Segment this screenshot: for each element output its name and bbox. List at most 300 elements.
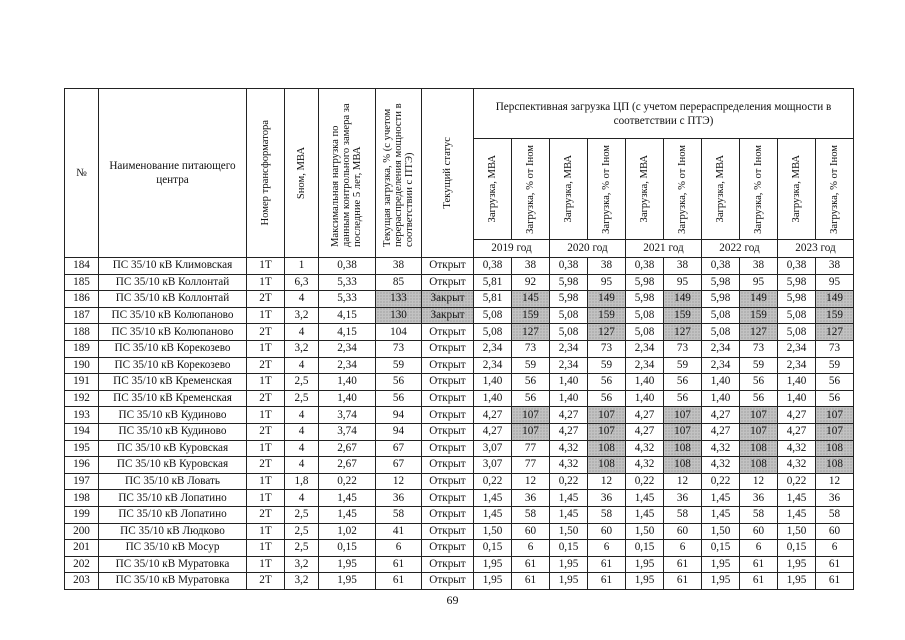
- cell-snom: 3,2: [285, 573, 319, 590]
- cell-load-pct: 59: [740, 357, 778, 374]
- cell-load-mva: 1,50: [550, 523, 588, 540]
- cell-load-mva: 4,32: [550, 440, 588, 457]
- cell-current-load: 41: [376, 523, 422, 540]
- cell-load-pct: 107: [588, 423, 626, 440]
- cell-load-pct: 108: [740, 457, 778, 474]
- cell-load-mva: 5,98: [626, 291, 664, 308]
- cell-snom: 4: [285, 490, 319, 507]
- cell-name: ПС 35/10 кВ Кудиново: [99, 407, 247, 424]
- cell-snom: 3,2: [285, 556, 319, 573]
- cell-load-mva: 1,50: [474, 523, 512, 540]
- cell-load-pct: 73: [740, 340, 778, 357]
- cell-load-pct: 77: [512, 457, 550, 474]
- cell-load-pct: 36: [740, 490, 778, 507]
- cell-num: 197: [65, 473, 99, 490]
- cell-load-pct: 61: [816, 556, 854, 573]
- cell-load-mva: 5,98: [778, 274, 816, 291]
- cell-load-pct: 127: [740, 324, 778, 341]
- cell-load-pct: 56: [512, 374, 550, 391]
- cell-current-load: 61: [376, 556, 422, 573]
- cell-load-mva: 2,34: [474, 340, 512, 357]
- cell-load-mva: 4,27: [474, 423, 512, 440]
- header-load-pct: Загрузка, % от Iном: [588, 139, 626, 240]
- cell-current-load: 36: [376, 490, 422, 507]
- cell-load-mva: 1,50: [778, 523, 816, 540]
- cell-load-pct: 56: [740, 390, 778, 407]
- table-row: [65, 307, 854, 324]
- cell-name: ПС 35/10 кВ Людково: [99, 523, 247, 540]
- cell-load-mva: 5,08: [626, 307, 664, 324]
- cell-load-pct: 38: [740, 258, 778, 275]
- cell-status: Открыт: [422, 423, 474, 440]
- cell-snom: 4: [285, 324, 319, 341]
- cell-load-mva: 1,40: [778, 374, 816, 391]
- cell-name: ПС 35/10 кВ Куровская: [99, 440, 247, 457]
- cell-load-pct: 36: [512, 490, 550, 507]
- table-row: [65, 506, 854, 523]
- cell-load-mva: 5,81: [474, 291, 512, 308]
- cell-transformer: 1Т: [247, 540, 285, 557]
- cell-load-pct: 56: [588, 374, 626, 391]
- cell-load-pct: 159: [664, 307, 702, 324]
- cell-load-mva: 5,08: [778, 324, 816, 341]
- cell-status: Открыт: [422, 274, 474, 291]
- header-perspective: Перспективная загрузка ЦП (с учетом перераспределения мощности в соответствии с ПТЭ): [474, 89, 854, 139]
- cell-max-load: 3,74: [319, 407, 376, 424]
- header-load-mva: Загрузка, МВА: [550, 139, 588, 240]
- cell-load-pct: 12: [816, 473, 854, 490]
- cell-snom: 4: [285, 440, 319, 457]
- cell-load-pct: 58: [588, 506, 626, 523]
- cell-load-pct: 95: [740, 274, 778, 291]
- cell-load-mva: 1,95: [778, 573, 816, 590]
- cell-load-pct: 108: [588, 457, 626, 474]
- table-row: [65, 324, 854, 341]
- cell-num: 198: [65, 490, 99, 507]
- cell-transformer: 1Т: [247, 274, 285, 291]
- cell-status: Закрыт: [422, 291, 474, 308]
- cell-load-mva: 5,08: [474, 324, 512, 341]
- cell-load-mva: 0,38: [702, 258, 740, 275]
- cell-load-mva: 0,15: [702, 540, 740, 557]
- cell-load-pct: 108: [816, 440, 854, 457]
- cell-snom: 3,2: [285, 340, 319, 357]
- cell-load-mva: 3,07: [474, 440, 512, 457]
- cell-current-load: 6: [376, 540, 422, 557]
- cell-load-mva: 1,95: [778, 556, 816, 573]
- cell-load-pct: 6: [512, 540, 550, 557]
- cell-name: ПС 35/10 кВ Корекозево: [99, 340, 247, 357]
- header-load-pct: Загрузка, % от Iном: [816, 139, 854, 240]
- cell-num: 191: [65, 374, 99, 391]
- cell-load-mva: 0,22: [474, 473, 512, 490]
- cell-load-mva: 1,40: [550, 390, 588, 407]
- cell-num: 187: [65, 307, 99, 324]
- cell-snom: 2,5: [285, 374, 319, 391]
- cell-max-load: 1,45: [319, 506, 376, 523]
- cell-load-pct: 159: [740, 307, 778, 324]
- cell-load-mva: 5,08: [778, 307, 816, 324]
- cell-load-mva: 5,98: [626, 274, 664, 291]
- cell-snom: 4: [285, 291, 319, 308]
- cell-num: 195: [65, 440, 99, 457]
- cell-load-pct: 36: [588, 490, 626, 507]
- cell-load-mva: 1,95: [474, 556, 512, 573]
- cell-load-pct: 108: [588, 440, 626, 457]
- cell-load-pct: 36: [664, 490, 702, 507]
- cell-name: ПС 35/10 кВ Корекозево: [99, 357, 247, 374]
- cell-transformer: 2Т: [247, 357, 285, 374]
- cell-load-pct: 61: [588, 573, 626, 590]
- table-row: [65, 490, 854, 507]
- cell-load-mva: 4,27: [702, 423, 740, 440]
- cell-load-mva: 1,45: [778, 490, 816, 507]
- cell-load-pct: 95: [816, 274, 854, 291]
- cell-num: 192: [65, 390, 99, 407]
- cell-load-pct: 38: [588, 258, 626, 275]
- cell-load-mva: 5,08: [702, 324, 740, 341]
- cell-load-mva: 0,38: [550, 258, 588, 275]
- cell-max-load: 1,40: [319, 390, 376, 407]
- cell-status: Открыт: [422, 523, 474, 540]
- cell-load-pct: 6: [664, 540, 702, 557]
- cell-load-pct: 159: [512, 307, 550, 324]
- cell-num: 190: [65, 357, 99, 374]
- cell-load-mva: 2,34: [702, 340, 740, 357]
- cell-name: ПС 35/10 кВ Муратовка: [99, 556, 247, 573]
- cell-max-load: 2,34: [319, 357, 376, 374]
- cell-num: 185: [65, 274, 99, 291]
- cell-load-pct: 56: [512, 390, 550, 407]
- cell-load-pct: 108: [740, 440, 778, 457]
- cell-load-mva: 1,45: [550, 490, 588, 507]
- cell-max-load: 1,95: [319, 573, 376, 590]
- cell-load-mva: 1,95: [702, 573, 740, 590]
- cell-load-mva: 0,22: [626, 473, 664, 490]
- cell-load-pct: 149: [816, 291, 854, 308]
- cell-load-pct: 107: [816, 423, 854, 440]
- cell-load-pct: 107: [664, 423, 702, 440]
- cell-current-load: 104: [376, 324, 422, 341]
- cell-snom: 2,5: [285, 540, 319, 557]
- cell-load-mva: 1,45: [474, 506, 512, 523]
- cell-load-pct: 6: [816, 540, 854, 557]
- table-row: [65, 291, 854, 308]
- cell-load-mva: 4,27: [550, 407, 588, 424]
- cell-name: ПС 35/10 кВ Коллонтай: [99, 274, 247, 291]
- cell-current-load: 59: [376, 357, 422, 374]
- cell-transformer: 2Т: [247, 457, 285, 474]
- cell-load-mva: 1,40: [474, 374, 512, 391]
- cell-load-mva: 0,15: [474, 540, 512, 557]
- cell-load-pct: 6: [740, 540, 778, 557]
- cell-load-mva: 1,45: [702, 506, 740, 523]
- cell-snom: 4: [285, 457, 319, 474]
- cell-snom: 4: [285, 357, 319, 374]
- cell-load-mva: 3,07: [474, 457, 512, 474]
- header-load-pct: Загрузка, % от Iном: [664, 139, 702, 240]
- cell-name: ПС 35/10 кВ Кременская: [99, 374, 247, 391]
- cell-load-pct: 73: [664, 340, 702, 357]
- cell-load-mva: 0,15: [626, 540, 664, 557]
- table-row: [65, 357, 854, 374]
- cell-load-pct: 149: [664, 291, 702, 308]
- cell-load-pct: 59: [816, 357, 854, 374]
- header-name: Наименование питающего центра: [99, 89, 247, 258]
- cell-transformer: 2Т: [247, 506, 285, 523]
- cell-load-mva: 5,08: [550, 307, 588, 324]
- cell-snom: 1: [285, 258, 319, 275]
- cell-transformer: 1Т: [247, 340, 285, 357]
- cell-load-mva: 0,38: [778, 258, 816, 275]
- cell-snom: 1,8: [285, 473, 319, 490]
- cell-load-pct: 56: [664, 390, 702, 407]
- cell-transformer: 1Т: [247, 523, 285, 540]
- cell-load-mva: 0,15: [778, 540, 816, 557]
- cell-load-mva: 1,40: [702, 390, 740, 407]
- cell-snom: 6,3: [285, 274, 319, 291]
- cell-load-pct: 145: [512, 291, 550, 308]
- cell-load-pct: 73: [816, 340, 854, 357]
- cell-num: 188: [65, 324, 99, 341]
- table-row: [65, 374, 854, 391]
- cell-load-pct: 77: [512, 440, 550, 457]
- cell-transformer: 1Т: [247, 440, 285, 457]
- cell-max-load: 1,40: [319, 374, 376, 391]
- cell-load-pct: 58: [816, 506, 854, 523]
- cell-status: Открыт: [422, 457, 474, 474]
- cell-transformer: 2Т: [247, 291, 285, 308]
- cell-load-mva: 5,98: [702, 274, 740, 291]
- cell-load-pct: 38: [816, 258, 854, 275]
- cell-load-mva: 1,40: [702, 374, 740, 391]
- cell-load-mva: 2,34: [626, 340, 664, 357]
- table-header: [65, 89, 854, 258]
- cell-load-pct: 12: [588, 473, 626, 490]
- cell-transformer: 1Т: [247, 490, 285, 507]
- cell-current-load: 94: [376, 423, 422, 440]
- cell-load-pct: 60: [512, 523, 550, 540]
- header-load-pct: Загрузка, % от Iном: [740, 139, 778, 240]
- cell-load-pct: 127: [664, 324, 702, 341]
- table-body: [65, 258, 854, 590]
- table-row: [65, 407, 854, 424]
- cell-current-load: 12: [376, 473, 422, 490]
- cell-load-pct: 6: [588, 540, 626, 557]
- cell-load-pct: 107: [588, 407, 626, 424]
- cell-load-mva: 1,95: [474, 573, 512, 590]
- cell-transformer: 1Т: [247, 473, 285, 490]
- cell-load-pct: 107: [816, 407, 854, 424]
- cell-load-pct: 95: [588, 274, 626, 291]
- cell-load-mva: 4,32: [702, 457, 740, 474]
- table-row: [65, 540, 854, 557]
- cell-name: ПС 35/10 кВ Колюпаново: [99, 324, 247, 341]
- load-table: [64, 88, 854, 590]
- cell-load-mva: 0,38: [626, 258, 664, 275]
- header-year-2019: 2019 год: [474, 239, 550, 257]
- cell-max-load: 0,22: [319, 473, 376, 490]
- cell-load-mva: 4,27: [626, 407, 664, 424]
- cell-name: ПС 35/10 кВ Кудиново: [99, 423, 247, 440]
- cell-load-pct: 12: [664, 473, 702, 490]
- cell-num: 194: [65, 423, 99, 440]
- cell-max-load: 2,34: [319, 340, 376, 357]
- cell-max-load: 2,67: [319, 440, 376, 457]
- cell-transformer: 2Т: [247, 390, 285, 407]
- cell-load-pct: 159: [588, 307, 626, 324]
- cell-load-pct: 60: [588, 523, 626, 540]
- cell-load-pct: 59: [512, 357, 550, 374]
- cell-load-mva: 1,95: [626, 556, 664, 573]
- cell-current-load: 67: [376, 440, 422, 457]
- header-max-load: Максимальная нагрузка по данным контрольного замера за последние 5 лет, МВА: [319, 89, 376, 258]
- cell-num: 200: [65, 523, 99, 540]
- cell-name: ПС 35/10 кВ Муратовка: [99, 573, 247, 590]
- cell-current-load: 58: [376, 506, 422, 523]
- cell-load-mva: 1,45: [626, 506, 664, 523]
- table-row: [65, 556, 854, 573]
- cell-load-mva: 5,98: [702, 291, 740, 308]
- cell-max-load: 0,15: [319, 540, 376, 557]
- cell-load-pct: 60: [740, 523, 778, 540]
- cell-load-mva: 2,34: [702, 357, 740, 374]
- header-load-mva: Загрузка, МВА: [778, 139, 816, 240]
- cell-load-pct: 73: [588, 340, 626, 357]
- cell-current-load: 130: [376, 307, 422, 324]
- cell-status: Открыт: [422, 556, 474, 573]
- cell-num: 203: [65, 573, 99, 590]
- cell-load-pct: 12: [740, 473, 778, 490]
- cell-current-load: 38: [376, 258, 422, 275]
- cell-load-pct: 56: [664, 374, 702, 391]
- cell-status: Открыт: [422, 473, 474, 490]
- cell-load-pct: 38: [512, 258, 550, 275]
- cell-current-load: 67: [376, 457, 422, 474]
- cell-load-mva: 5,98: [550, 291, 588, 308]
- cell-load-mva: 4,27: [778, 423, 816, 440]
- cell-load-mva: 0,22: [550, 473, 588, 490]
- cell-max-load: 5,33: [319, 291, 376, 308]
- table-row: [65, 423, 854, 440]
- cell-transformer: 2Т: [247, 324, 285, 341]
- cell-load-pct: 108: [664, 457, 702, 474]
- cell-status: Закрыт: [422, 307, 474, 324]
- table-row: [65, 258, 854, 275]
- cell-snom: 2,5: [285, 390, 319, 407]
- cell-transformer: 1Т: [247, 374, 285, 391]
- cell-num: 202: [65, 556, 99, 573]
- cell-current-load: 94: [376, 407, 422, 424]
- cell-transformer: 2Т: [247, 573, 285, 590]
- cell-load-mva: 4,27: [778, 407, 816, 424]
- header-year-2022: 2022 год: [702, 239, 778, 257]
- cell-status: Открыт: [422, 440, 474, 457]
- cell-load-pct: 107: [512, 423, 550, 440]
- cell-status: Открыт: [422, 374, 474, 391]
- cell-name: ПС 35/10 кВ Коллонтай: [99, 291, 247, 308]
- header-year-2020: 2020 год: [550, 239, 626, 257]
- header-status: Текущий статус: [422, 89, 474, 258]
- cell-load-mva: 4,27: [702, 407, 740, 424]
- cell-load-mva: 4,27: [626, 423, 664, 440]
- cell-transformer: 1Т: [247, 258, 285, 275]
- cell-load-mva: 2,34: [550, 340, 588, 357]
- cell-load-pct: 59: [588, 357, 626, 374]
- cell-load-pct: 149: [588, 291, 626, 308]
- cell-load-mva: 4,32: [626, 457, 664, 474]
- cell-status: Открыт: [422, 573, 474, 590]
- cell-load-mva: 2,34: [474, 357, 512, 374]
- cell-status: Открыт: [422, 357, 474, 374]
- cell-load-pct: 61: [588, 556, 626, 573]
- header-year-2023: 2023 год: [778, 239, 854, 257]
- table-row: [65, 340, 854, 357]
- cell-load-mva: 1,40: [474, 390, 512, 407]
- cell-load-mva: 5,08: [702, 307, 740, 324]
- cell-name: ПС 35/10 кВ Куровская: [99, 457, 247, 474]
- cell-load-pct: 149: [740, 291, 778, 308]
- cell-status: Открыт: [422, 540, 474, 557]
- cell-load-mva: 5,98: [778, 291, 816, 308]
- cell-load-mva: 4,32: [626, 440, 664, 457]
- table-row: [65, 523, 854, 540]
- cell-load-mva: 4,32: [778, 457, 816, 474]
- cell-transformer: 2Т: [247, 423, 285, 440]
- cell-load-mva: 2,34: [778, 357, 816, 374]
- cell-snom: 2,5: [285, 523, 319, 540]
- cell-load-pct: 108: [664, 440, 702, 457]
- cell-load-pct: 58: [740, 506, 778, 523]
- cell-status: Открыт: [422, 506, 474, 523]
- cell-name: ПС 35/10 кВ Лопатино: [99, 490, 247, 507]
- cell-max-load: 3,74: [319, 423, 376, 440]
- cell-max-load: 0,38: [319, 258, 376, 275]
- cell-current-load: 85: [376, 274, 422, 291]
- cell-max-load: 5,33: [319, 274, 376, 291]
- cell-load-pct: 107: [740, 423, 778, 440]
- cell-transformer: 1Т: [247, 407, 285, 424]
- cell-status: Открыт: [422, 258, 474, 275]
- cell-load-mva: 1,95: [702, 556, 740, 573]
- header-snom: Sном, МВА: [285, 89, 319, 258]
- cell-load-pct: 107: [740, 407, 778, 424]
- cell-load-pct: 95: [664, 274, 702, 291]
- cell-name: ПС 35/10 кВ Климовская: [99, 258, 247, 275]
- cell-load-mva: 1,45: [550, 506, 588, 523]
- cell-name: ПС 35/10 кВ Ловать: [99, 473, 247, 490]
- cell-load-mva: 0,22: [778, 473, 816, 490]
- cell-load-mva: 1,50: [626, 523, 664, 540]
- cell-load-mva: 5,08: [474, 307, 512, 324]
- cell-current-load: 133: [376, 291, 422, 308]
- cell-num: 189: [65, 340, 99, 357]
- cell-load-pct: 38: [664, 258, 702, 275]
- cell-load-mva: 1,95: [550, 556, 588, 573]
- cell-max-load: 2,67: [319, 457, 376, 474]
- cell-load-pct: 127: [512, 324, 550, 341]
- cell-num: 186: [65, 291, 99, 308]
- cell-max-load: 1,02: [319, 523, 376, 540]
- cell-num: 201: [65, 540, 99, 557]
- header-load-pct: Загрузка, % от Iном: [512, 139, 550, 240]
- cell-load-pct: 58: [512, 506, 550, 523]
- cell-load-mva: 4,27: [474, 407, 512, 424]
- cell-num: 199: [65, 506, 99, 523]
- table-row: [65, 573, 854, 590]
- cell-load-mva: 1,45: [474, 490, 512, 507]
- cell-max-load: 4,15: [319, 324, 376, 341]
